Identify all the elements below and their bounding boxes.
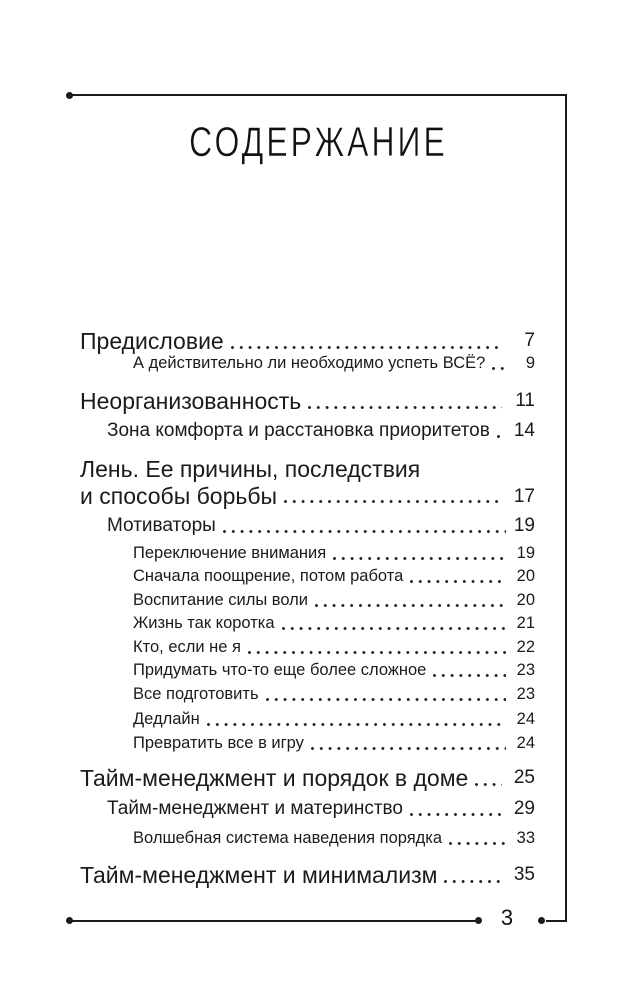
toc-entry-title: Тайм-менеджмент и материнство bbox=[107, 798, 403, 819]
toc-entry bbox=[80, 483, 535, 510]
toc-page-number: 9 bbox=[525, 354, 535, 372]
toc-page-number: 22 bbox=[516, 637, 535, 656]
frame-bottom-rule-short bbox=[546, 920, 567, 922]
toc-entry bbox=[80, 352, 535, 376]
toc-page-number: 25 bbox=[513, 767, 535, 788]
toc-entry-title: Тайм-менеджмент и минимализм bbox=[80, 861, 438, 888]
dotted-leader bbox=[497, 435, 506, 438]
toc-entry-title: Предисловие bbox=[80, 328, 224, 354]
dotted-leader bbox=[444, 880, 502, 883]
dotted-leader bbox=[311, 747, 506, 750]
dotted-leader bbox=[248, 651, 506, 654]
toc-entry-title: Придумать что-то еще более сложное bbox=[133, 661, 427, 679]
toc-entry-title: Жизнь так коротка bbox=[133, 614, 275, 632]
toc-entry bbox=[80, 418, 535, 444]
toc-page-number: 21 bbox=[516, 614, 535, 632]
toc-entry-title: Мотиваторы bbox=[107, 514, 216, 536]
frame-bottom-rule bbox=[70, 920, 480, 922]
toc-page-number: 24 bbox=[516, 733, 535, 752]
frame-dot-top-left bbox=[66, 92, 73, 99]
toc-page-number: 35 bbox=[513, 863, 535, 885]
frame-dot-bottom-right bbox=[538, 917, 545, 924]
toc-entry bbox=[80, 732, 535, 756]
toc-page-number: 19 bbox=[516, 543, 535, 562]
page-title: СОДЕРЖАНИЕ bbox=[189, 118, 448, 165]
toc-entry-title: Неорганизованность bbox=[80, 387, 302, 414]
toc-page-number: 29 bbox=[513, 798, 535, 819]
toc-entry bbox=[80, 636, 535, 660]
toc-entry-title: Превратить все в игру bbox=[133, 733, 304, 752]
dotted-leader bbox=[449, 842, 506, 845]
toc-page-number: 19 bbox=[513, 514, 535, 536]
toc-entry bbox=[80, 708, 535, 732]
toc-entry-title: Лень. Ее причины, последствия bbox=[80, 455, 421, 482]
toc-entry-title: Кто, если не я bbox=[133, 637, 241, 656]
toc-entry-title: А действительно ли необходимо успеть ВСЁ? bbox=[133, 354, 486, 372]
toc-entry bbox=[80, 513, 535, 539]
toc-page-number: 20 bbox=[516, 567, 535, 585]
toc-entry-title: Сначала поощрение, потом работа bbox=[133, 567, 404, 585]
toc-page-number: 14 bbox=[513, 419, 535, 441]
toc-page-number: 23 bbox=[516, 661, 535, 679]
toc-entry-title: Зона комфорта и расстановка приоритетов bbox=[107, 419, 490, 441]
toc-page-number: 17 bbox=[513, 485, 535, 507]
toc-entry bbox=[80, 659, 535, 683]
toc-page-number: 20 bbox=[516, 590, 535, 609]
toc-page-number: 24 bbox=[516, 710, 535, 728]
toc-entry-title: Все подготовить bbox=[133, 684, 259, 703]
dotted-leader bbox=[266, 698, 506, 701]
toc-page-number: 11 bbox=[515, 389, 535, 411]
frame-dot-bottom-mid bbox=[475, 917, 482, 924]
toc-entry bbox=[80, 589, 535, 613]
toc bbox=[80, 326, 535, 890]
dotted-leader bbox=[207, 723, 506, 726]
frame-dot-bottom-left bbox=[66, 917, 73, 924]
frame-right-rule bbox=[565, 94, 567, 922]
toc-entry bbox=[80, 456, 535, 483]
toc-entry bbox=[80, 796, 535, 822]
toc-page-number: 7 bbox=[524, 330, 535, 351]
dotted-leader bbox=[231, 346, 502, 349]
folio-page-number: 3 bbox=[500, 905, 514, 930]
dotted-leader bbox=[475, 783, 502, 786]
toc-entry bbox=[80, 386, 535, 416]
dotted-leader bbox=[333, 557, 506, 560]
toc-entry bbox=[80, 860, 535, 890]
dotted-leader bbox=[282, 627, 506, 630]
toc-entry bbox=[80, 683, 535, 707]
dotted-leader bbox=[308, 406, 502, 409]
toc-entry-title: Тайм-менеджмент и порядок в доме bbox=[80, 765, 469, 791]
toc-entry-title: Волшебная система наведения порядка bbox=[133, 829, 443, 847]
toc-entry bbox=[80, 612, 535, 636]
toc-entry-title: и способы борьбы bbox=[80, 482, 278, 509]
dotted-leader bbox=[223, 530, 506, 533]
toc-entry-title: Воспитание силы воли bbox=[133, 590, 308, 609]
toc-entry bbox=[80, 542, 535, 566]
dotted-leader bbox=[433, 674, 506, 677]
toc-entry-title: Дедлайн bbox=[133, 710, 200, 728]
toc-entry-title: Переключение внимания bbox=[133, 543, 327, 562]
dotted-leader bbox=[315, 604, 506, 607]
toc-entry bbox=[80, 763, 535, 793]
toc-page-number: 23 bbox=[516, 684, 535, 703]
dotted-leader bbox=[284, 500, 502, 503]
dotted-leader bbox=[410, 813, 506, 816]
dotted-leader bbox=[492, 367, 506, 370]
dotted-leader bbox=[410, 580, 506, 583]
frame-top-rule bbox=[70, 94, 567, 96]
toc-entry bbox=[80, 565, 535, 589]
toc-page-number: 33 bbox=[516, 829, 535, 847]
toc-entry bbox=[80, 827, 535, 851]
